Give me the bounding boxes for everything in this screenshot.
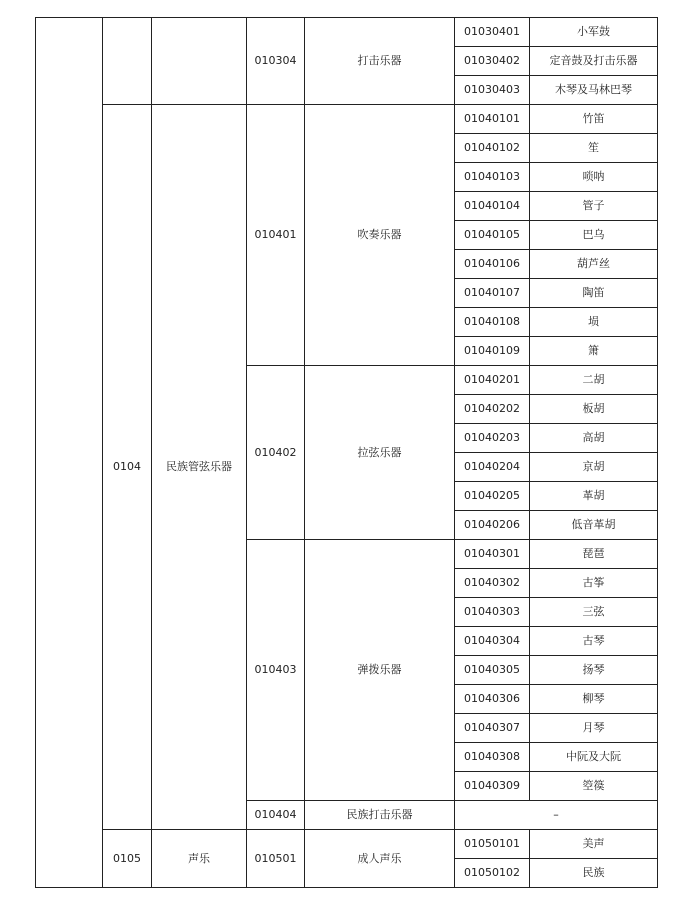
item-name-cell: 笙 xyxy=(530,134,658,163)
level2-code-cell: 0105 xyxy=(103,830,152,888)
item-code-cell: 01050101 xyxy=(455,830,530,859)
table-row xyxy=(36,18,658,47)
item-name-cell: 古筝 xyxy=(530,569,658,598)
level3-code-cell: 010304 xyxy=(247,18,305,105)
level3-name-cell: 打击乐器 xyxy=(305,18,455,105)
item-name-cell: 京胡 xyxy=(530,453,658,482)
item-name-cell: 唢呐 xyxy=(530,163,658,192)
item-name-cell: 古琴 xyxy=(530,627,658,656)
level2-name-cell: 声乐 xyxy=(152,830,247,888)
level2-code-cell: 0104 xyxy=(103,105,152,830)
level2-code-cell xyxy=(103,18,152,105)
level3-code-cell: 010403 xyxy=(247,540,305,801)
item-name-cell: 木琴及马林巴琴 xyxy=(530,76,658,105)
item-code-cell: 01030401 xyxy=(455,18,530,47)
item-code-cell: 01040303 xyxy=(455,598,530,627)
item-code-cell: 01040305 xyxy=(455,656,530,685)
item-name-cell: 竹笛 xyxy=(530,105,658,134)
item-name-cell: 扬琴 xyxy=(530,656,658,685)
item-code-cell: 01050102 xyxy=(455,859,530,888)
item-code-cell: 01040203 xyxy=(455,424,530,453)
item-code-cell: 01040307 xyxy=(455,714,530,743)
item-name-cell: 美声 xyxy=(530,830,658,859)
level3-code-cell: 010402 xyxy=(247,366,305,540)
dash-cell: – xyxy=(455,801,658,830)
item-name-cell: 小军鼓 xyxy=(530,18,658,47)
item-name-cell: 二胡 xyxy=(530,366,658,395)
item-code-cell: 01040104 xyxy=(455,192,530,221)
item-name-cell: 巴乌 xyxy=(530,221,658,250)
instrument-classification-table xyxy=(35,17,658,888)
item-code-cell: 01030403 xyxy=(455,76,530,105)
level3-name-cell: 民族打击乐器 xyxy=(305,801,455,830)
item-name-cell: 琵琶 xyxy=(530,540,658,569)
item-name-cell: 高胡 xyxy=(530,424,658,453)
item-name-cell: 低音革胡 xyxy=(530,511,658,540)
item-code-cell: 01040308 xyxy=(455,743,530,772)
item-code-cell: 01040202 xyxy=(455,395,530,424)
table-row xyxy=(36,105,658,134)
level3-name-cell: 吹奏乐器 xyxy=(305,105,455,366)
item-code-cell: 01040306 xyxy=(455,685,530,714)
item-code-cell: 01040302 xyxy=(455,569,530,598)
item-name-cell: 陶笛 xyxy=(530,279,658,308)
item-code-cell: 01040204 xyxy=(455,453,530,482)
item-code-cell: 01040309 xyxy=(455,772,530,801)
item-name-cell: 板胡 xyxy=(530,395,658,424)
item-name-cell: 管子 xyxy=(530,192,658,221)
table-row xyxy=(36,830,658,859)
level3-name-cell: 成人声乐 xyxy=(305,830,455,888)
level3-code-cell: 010501 xyxy=(247,830,305,888)
level3-code-cell: 010401 xyxy=(247,105,305,366)
item-name-cell: 箜篌 xyxy=(530,772,658,801)
level3-code-cell: 010404 xyxy=(247,801,305,830)
item-name-cell: 三弦 xyxy=(530,598,658,627)
item-code-cell: 01040103 xyxy=(455,163,530,192)
level3-name-cell: 弹拨乐器 xyxy=(305,540,455,801)
item-code-cell: 01040304 xyxy=(455,627,530,656)
level2-name-cell: 民族管弦乐器 xyxy=(152,105,247,830)
item-name-cell: 革胡 xyxy=(530,482,658,511)
item-code-cell: 01040108 xyxy=(455,308,530,337)
item-code-cell: 01040206 xyxy=(455,511,530,540)
item-code-cell: 01030402 xyxy=(455,47,530,76)
item-code-cell: 01040301 xyxy=(455,540,530,569)
item-code-cell: 01040205 xyxy=(455,482,530,511)
level1-cell xyxy=(36,18,103,888)
item-code-cell: 01040105 xyxy=(455,221,530,250)
item-name-cell: 月琴 xyxy=(530,714,658,743)
item-name-cell: 埙 xyxy=(530,308,658,337)
item-name-cell: 箫 xyxy=(530,337,658,366)
item-code-cell: 01040106 xyxy=(455,250,530,279)
item-code-cell: 01040201 xyxy=(455,366,530,395)
item-name-cell: 柳琴 xyxy=(530,685,658,714)
item-code-cell: 01040101 xyxy=(455,105,530,134)
level2-name-cell xyxy=(152,18,247,105)
item-name-cell: 民族 xyxy=(530,859,658,888)
item-code-cell: 01040102 xyxy=(455,134,530,163)
item-name-cell: 中阮及大阮 xyxy=(530,743,658,772)
item-name-cell: 定音鼓及打击乐器 xyxy=(530,47,658,76)
item-name-cell: 葫芦丝 xyxy=(530,250,658,279)
item-code-cell: 01040107 xyxy=(455,279,530,308)
level3-name-cell: 拉弦乐器 xyxy=(305,366,455,540)
item-code-cell: 01040109 xyxy=(455,337,530,366)
